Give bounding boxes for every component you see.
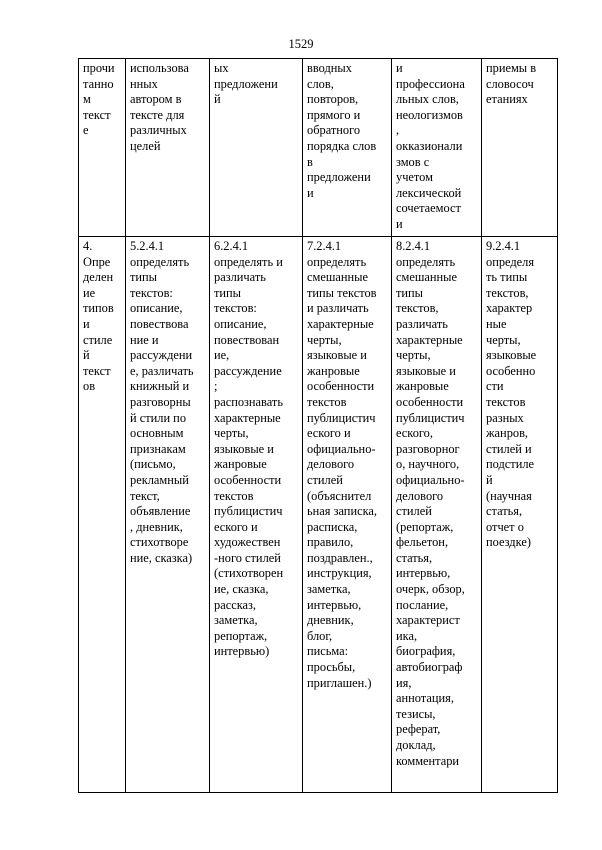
table-cell: ых предложени й xyxy=(210,59,303,237)
curriculum-table xyxy=(78,58,558,793)
table-cell: прочи танно м текст е xyxy=(79,59,126,237)
table-cell: 9.2.4.1 определя ть типы текстов, характер ные черты, языковые особенно сти текстов разных жанров, стилей и подстиле й (научная статья, отчет о поездке) xyxy=(482,237,558,793)
table-cell: 7.2.4.1 определять смешанные типы текстов и различать характерные черты, языковые и жанровые особенности текстов публицистич еского и официально- делового стилей (объяснител ьная записка, расписка, правило, поздравлен., инструкция, заметка, интервью, дневник, блог, письма: просьбы, приглашен.) xyxy=(303,237,392,793)
table-cell: использова нных автором в тексте для различных целей xyxy=(126,59,210,237)
table-cell: 5.2.4.1 определять типы текстов: описание, повествова ние и рассуждени е, различать книжный и разговорны й стили по основным признакам (письмо, рекламный текст, объявление , дневник, стихотворе ние, сказка) xyxy=(126,237,210,793)
table-row xyxy=(79,237,558,793)
table-cell: приемы в словосоч етаниях xyxy=(482,59,558,237)
table-cell: 4. Опре делен ие типов и стиле й текст ов xyxy=(79,237,126,793)
table-cell: вводных слов, повторов, прямого и обратного порядка слов в предложени и xyxy=(303,59,392,237)
table-row xyxy=(79,59,558,237)
page-number: 1529 xyxy=(288,37,314,51)
table-cell: 6.2.4.1 определять и различать типы текстов: описание, повествован ие, рассуждение ; распознавать характерные черты, языковые и жанровые особенности текстов публицистич еского и художествен -ного стилей (стихотворен ие, сказка, рассказ, заметка, репортаж, интервью) xyxy=(210,237,303,793)
table-cell: 8.2.4.1 определять смешанные типы текстов, различать характерные черты, языковые и жанровые особенности публицистич еского, разговорног о, научного, официально- делового стилей (репортаж, фельетон, статья, интервью, очерк, обзор, послание, характерист ика, биография, автобиограф ия, аннотация, тезисы, реферат, доклад, комментари xyxy=(392,237,482,793)
table-cell: и профессиона льных слов, неологизмов , окказионали змов с учетом лексической сочетаемост и xyxy=(392,59,482,237)
